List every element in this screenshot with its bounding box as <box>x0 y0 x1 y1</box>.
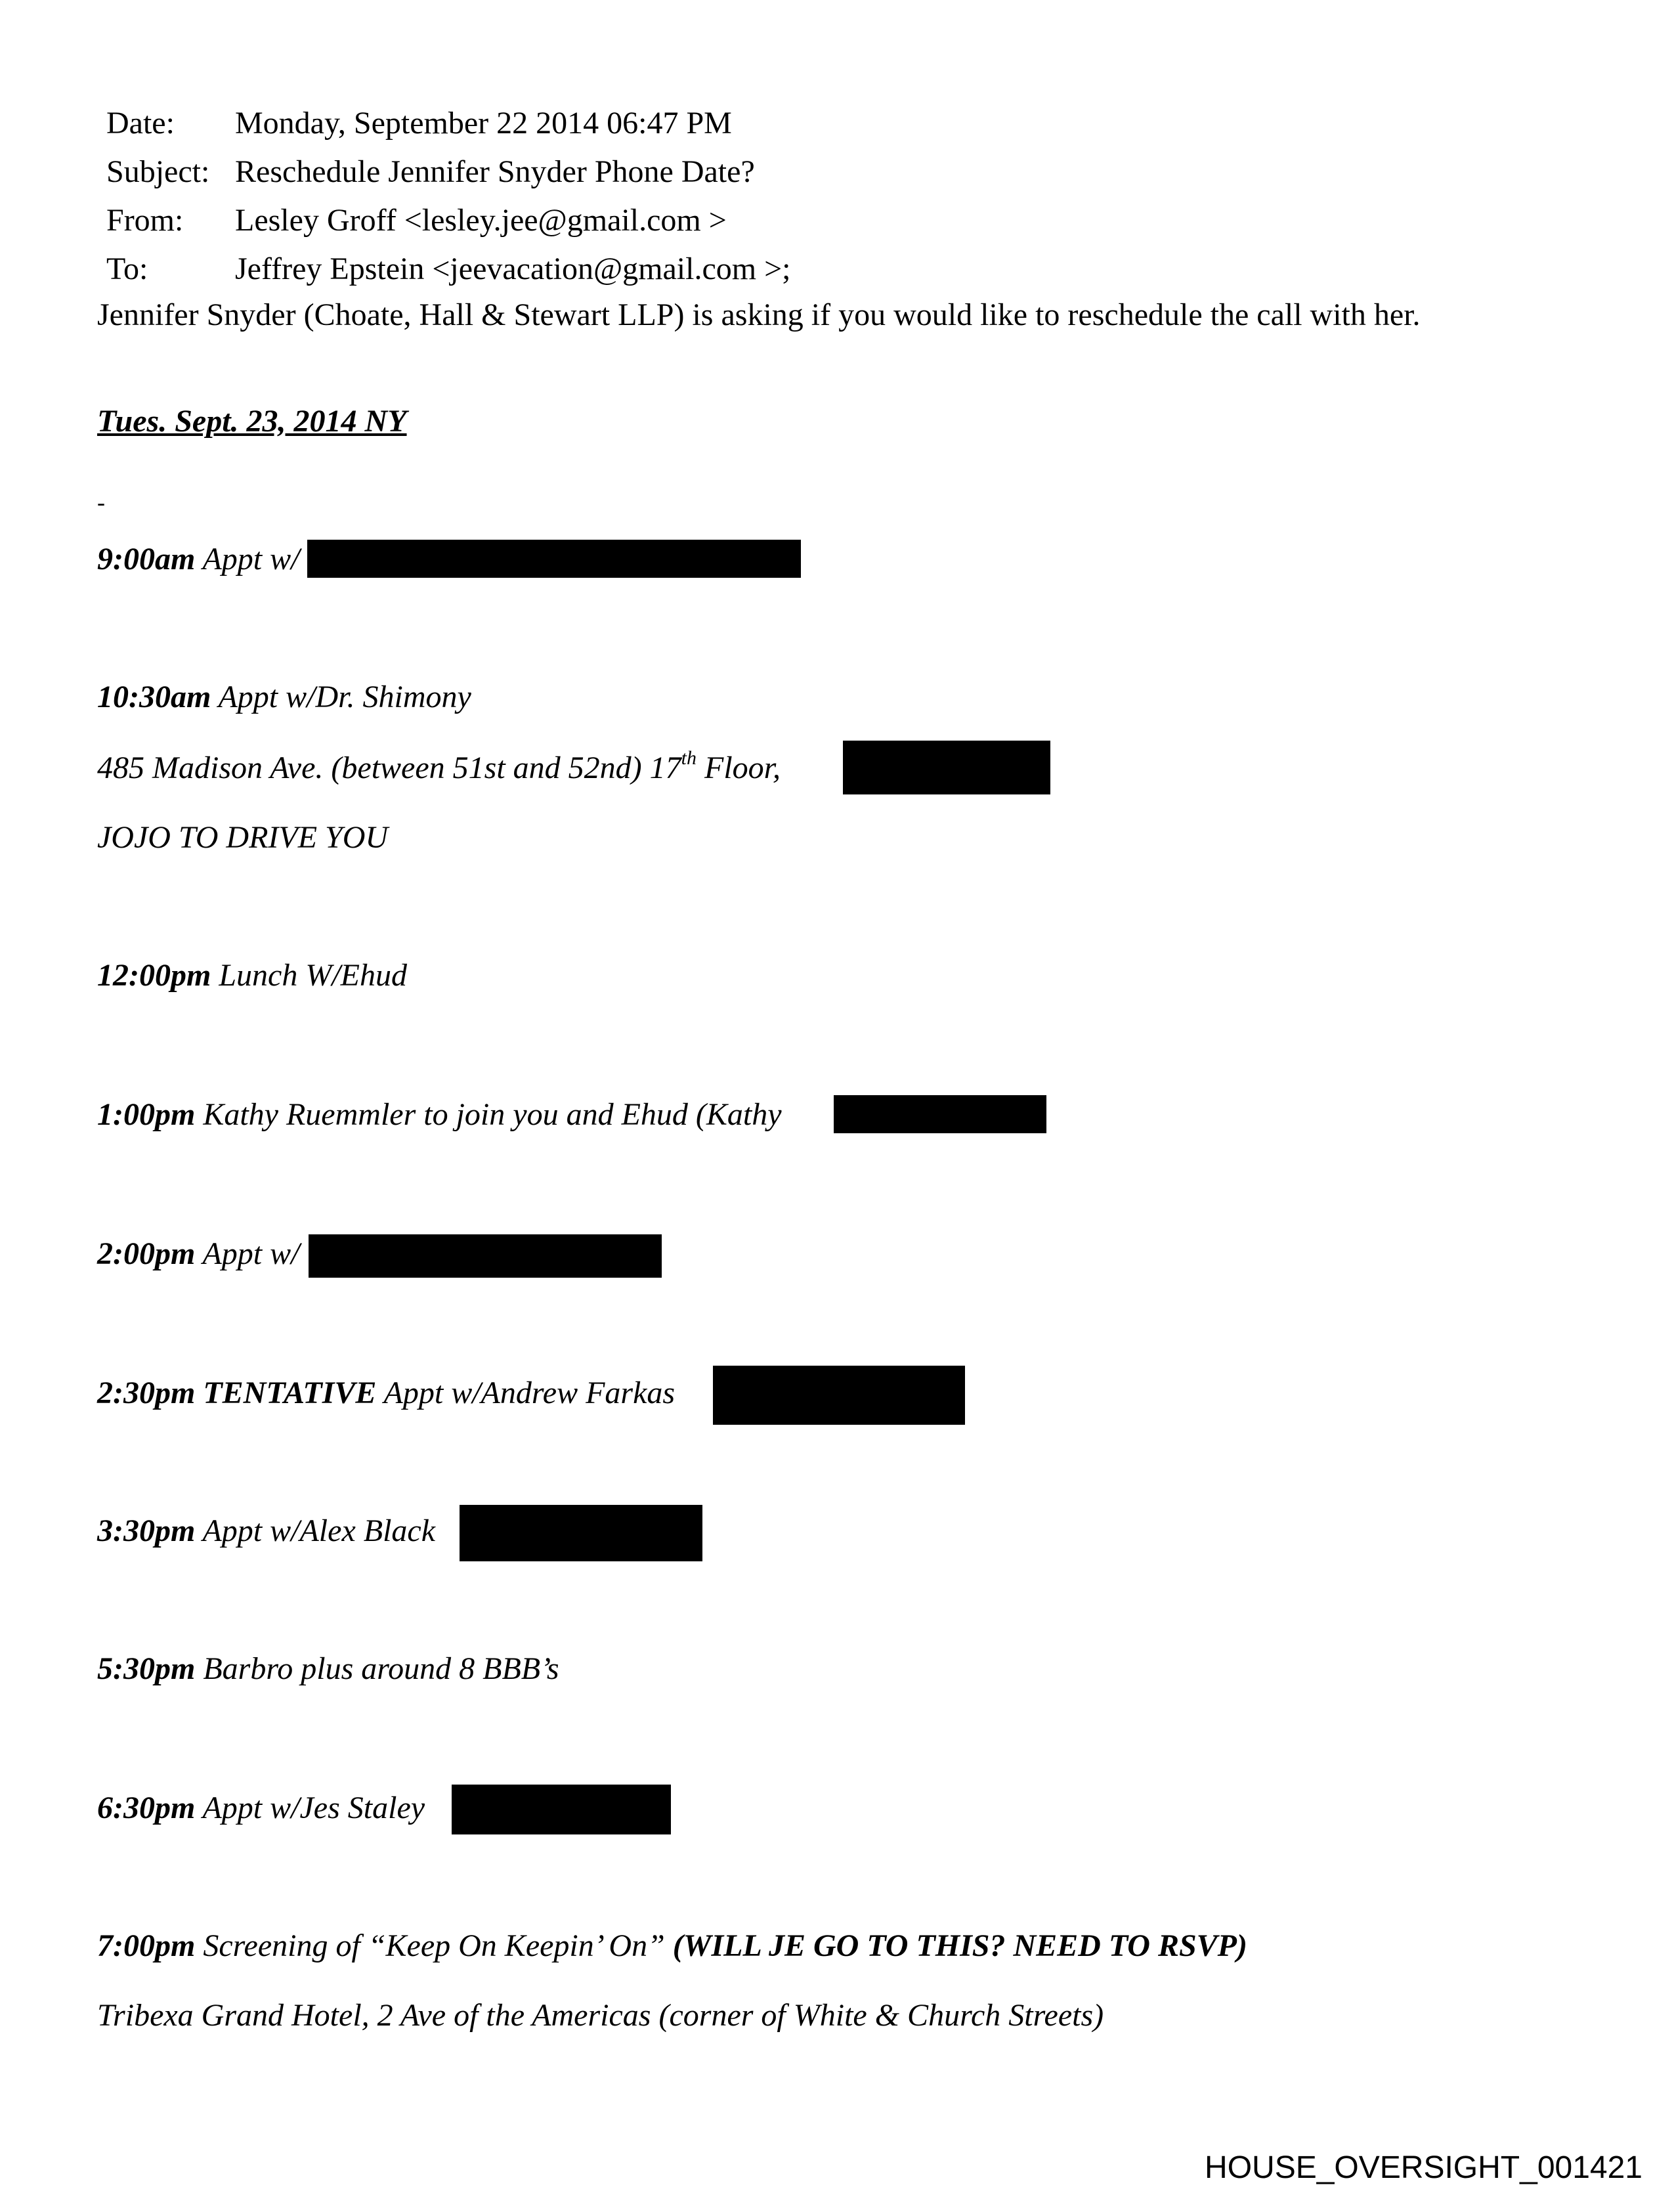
entry-time: 12:00pm <box>97 958 211 993</box>
entry-time: 1:00pm <box>97 1097 196 1132</box>
address-end: Floor, <box>697 750 781 785</box>
entry-0100 <box>97 1095 782 1135</box>
entry-text: Appt w/Jes Staley <box>202 1790 425 1825</box>
redaction-box <box>834 1095 1046 1133</box>
subject-label: Subject: <box>106 154 210 189</box>
to-label: To: <box>106 251 148 286</box>
entry-0530 <box>97 1649 559 1689</box>
to-value: Jeffrey Epstein <jeevacation@gmail.com >; <box>235 251 791 286</box>
entry-0700-venue: Tribexa Grand Hotel, 2 Ave of the Americas (corner of White & Church Streets) <box>97 1998 1104 2033</box>
redaction-box <box>460 1505 702 1561</box>
date-value: Monday, September 22 2014 06:47 PM <box>235 106 732 141</box>
entry-time: 7:00pm <box>97 1928 196 1963</box>
entry-text: Appt w/ <box>202 542 300 576</box>
redaction-box <box>309 1234 662 1278</box>
date-label: Date: <box>106 106 175 141</box>
rsvp-note: (WILL JE GO TO THIS? NEED TO RSVP) <box>672 1928 1247 1963</box>
entry-0900 <box>97 540 299 579</box>
entry-text: Lunch W/Ehud <box>219 958 407 993</box>
from-label: From: <box>106 203 184 238</box>
entry-0330 <box>97 1511 435 1551</box>
entry-0200 <box>97 1234 299 1274</box>
redaction-box <box>843 741 1050 794</box>
tentative-label: TENTATIVE <box>203 1376 377 1410</box>
email-body: Jennifer Snyder (Choate, Hall & Stewart LLP) is asking if you would like to reschedule the call with her. <box>97 297 1421 332</box>
entry-time: 2:30pm <box>97 1376 196 1410</box>
redaction-box <box>307 540 801 578</box>
subject-value: Reschedule Jennifer Snyder Phone Date? <box>235 154 755 189</box>
entry-text: Barbro plus around 8 BBB’s <box>203 1651 559 1686</box>
entry-text: Appt w/ <box>202 1236 300 1271</box>
dash-mark: - <box>97 489 105 515</box>
entry-text: Appt w/Alex Black <box>202 1513 436 1548</box>
schedule-heading: Tues. Sept. 23, 2014 NY <box>97 404 407 439</box>
entry-1030-address <box>97 748 781 788</box>
address-text: 485 Madison Ave. (between 51st and 52nd) 17 <box>97 750 681 785</box>
ordinal-suffix: th <box>681 747 697 769</box>
entry-text: Screening of “Keep On Keepin’ On” <box>203 1928 665 1963</box>
entry-time: 10:30am <box>97 680 211 714</box>
entry-1200 <box>97 956 407 995</box>
bates-number: HOUSE_OVERSIGHT_001421 <box>1205 2150 1642 2185</box>
entry-time: 5:30pm <box>97 1651 196 1686</box>
entry-time: 6:30pm <box>97 1790 196 1825</box>
redaction-box <box>452 1785 671 1834</box>
entry-1030 <box>97 678 471 717</box>
entry-time: 3:30pm <box>97 1513 196 1548</box>
entry-0700 <box>97 1926 1247 1966</box>
entry-time: 9:00am <box>97 542 196 576</box>
entry-0630 <box>97 1789 425 1828</box>
entry-1030-driver: JOJO TO DRIVE YOU <box>97 820 389 855</box>
entry-text: Appt w/Dr. Shimony <box>218 680 471 714</box>
entry-text: Appt w/Andrew Farkas <box>383 1376 676 1410</box>
redaction-box <box>713 1366 965 1425</box>
entry-text: Kathy Ruemmler to join you and Ehud (Kathy <box>203 1097 782 1132</box>
entry-0230 <box>97 1374 675 1413</box>
entry-time: 2:00pm <box>97 1236 196 1271</box>
from-value: Lesley Groff <lesley.jee@gmail.com > <box>235 203 727 238</box>
